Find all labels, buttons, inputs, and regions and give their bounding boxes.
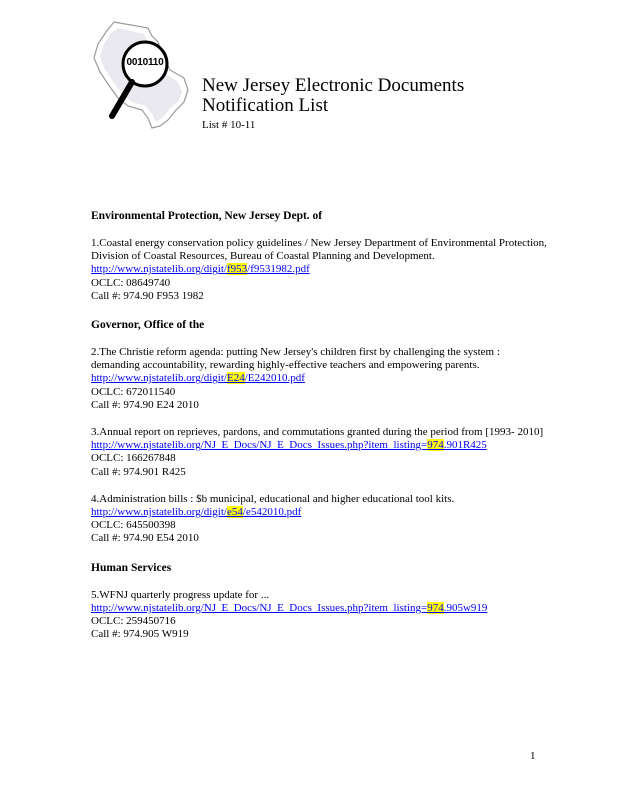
section-environmental-protection [91, 209, 551, 303]
entry-link[interactable]: http://www.njstatelib.org/digit/E24/E242010.pdf [91, 372, 305, 385]
entry-call-number: Call #: 974.90 E24 2010 [91, 398, 199, 411]
entry-link[interactable]: http://www.njstatelib.org/digit/e54/e542010.pdf [91, 506, 302, 519]
section-governor-office [91, 318, 551, 546]
entry-oclc: OCLC: 166267848 [91, 452, 176, 465]
document-header [202, 76, 464, 132]
entry-oclc: OCLC: 672011540 [91, 385, 176, 398]
document-body [91, 209, 551, 656]
list-number: List # 10-11 [202, 119, 256, 131]
entry-link[interactable]: http://www.njstatelib.org/NJ_E_Docs/NJ_E_Docs_Issues.php?item_listing=974.901R425 [91, 439, 487, 452]
document-title-line-1: New Jersey Electronic Documents [202, 75, 465, 96]
entry-title: 5.WFNJ quarterly progress update for ... [91, 588, 270, 601]
document-title-line-2: Notification List [202, 95, 329, 116]
entry-link[interactable]: http://www.njstatelib.org/NJ_E_Docs/NJ_E_Docs_Issues.php?item_listing=974.905w919 [91, 601, 488, 614]
entry-call-number: Call #: 974.905 W919 [91, 628, 189, 641]
document-entry [91, 346, 551, 412]
section-heading: Environmental Protection, New Jersey Dept. of [91, 210, 323, 222]
entry-call-number: Call #: 974.90 E54 2010 [91, 532, 199, 545]
entry-call-number: Call #: 974.90 F953 1982 [91, 289, 204, 302]
document-entry [91, 426, 551, 479]
document-entry [91, 589, 551, 642]
nj-magnifier-logo [88, 18, 198, 130]
entry-title: 2.The Christie reform agenda: putting New Jersey's children first by challenging the system : demanding accountability, rewarding highly-effective teachers and empowering parents. [91, 346, 500, 372]
entry-oclc: OCLC: 259450716 [91, 615, 176, 628]
section-human-services [91, 561, 551, 642]
document-entry [91, 237, 551, 303]
entry-title: 1.Coastal energy conservation policy guidelines / New Jersey Department of Environmental Protection, Division of Coastal Resources, Bureau of Coastal Planning and Development. [91, 237, 547, 263]
entry-title: 3.Annual report on reprieves, pardons, and commutations granted during the period from [1993- 2010] [91, 426, 544, 439]
entry-link[interactable]: http://www.njstatelib.org/digit/f953/f9531982.pdf [91, 263, 310, 276]
section-heading: Governor, Office of the [91, 319, 205, 332]
entry-title: 4.Administration bills : $b municipal, educational and higher educational tool kits. [91, 492, 455, 505]
entry-oclc: OCLC: 08649740 [91, 276, 171, 289]
logo-binary-text: 0010110 [126, 57, 164, 68]
page-number: 1 [530, 750, 536, 762]
section-heading: Human Services [91, 561, 172, 574]
entry-oclc: OCLC: 645500398 [91, 519, 176, 532]
entry-call-number: Call #: 974.901 R425 [91, 465, 186, 478]
document-entry [91, 493, 551, 546]
